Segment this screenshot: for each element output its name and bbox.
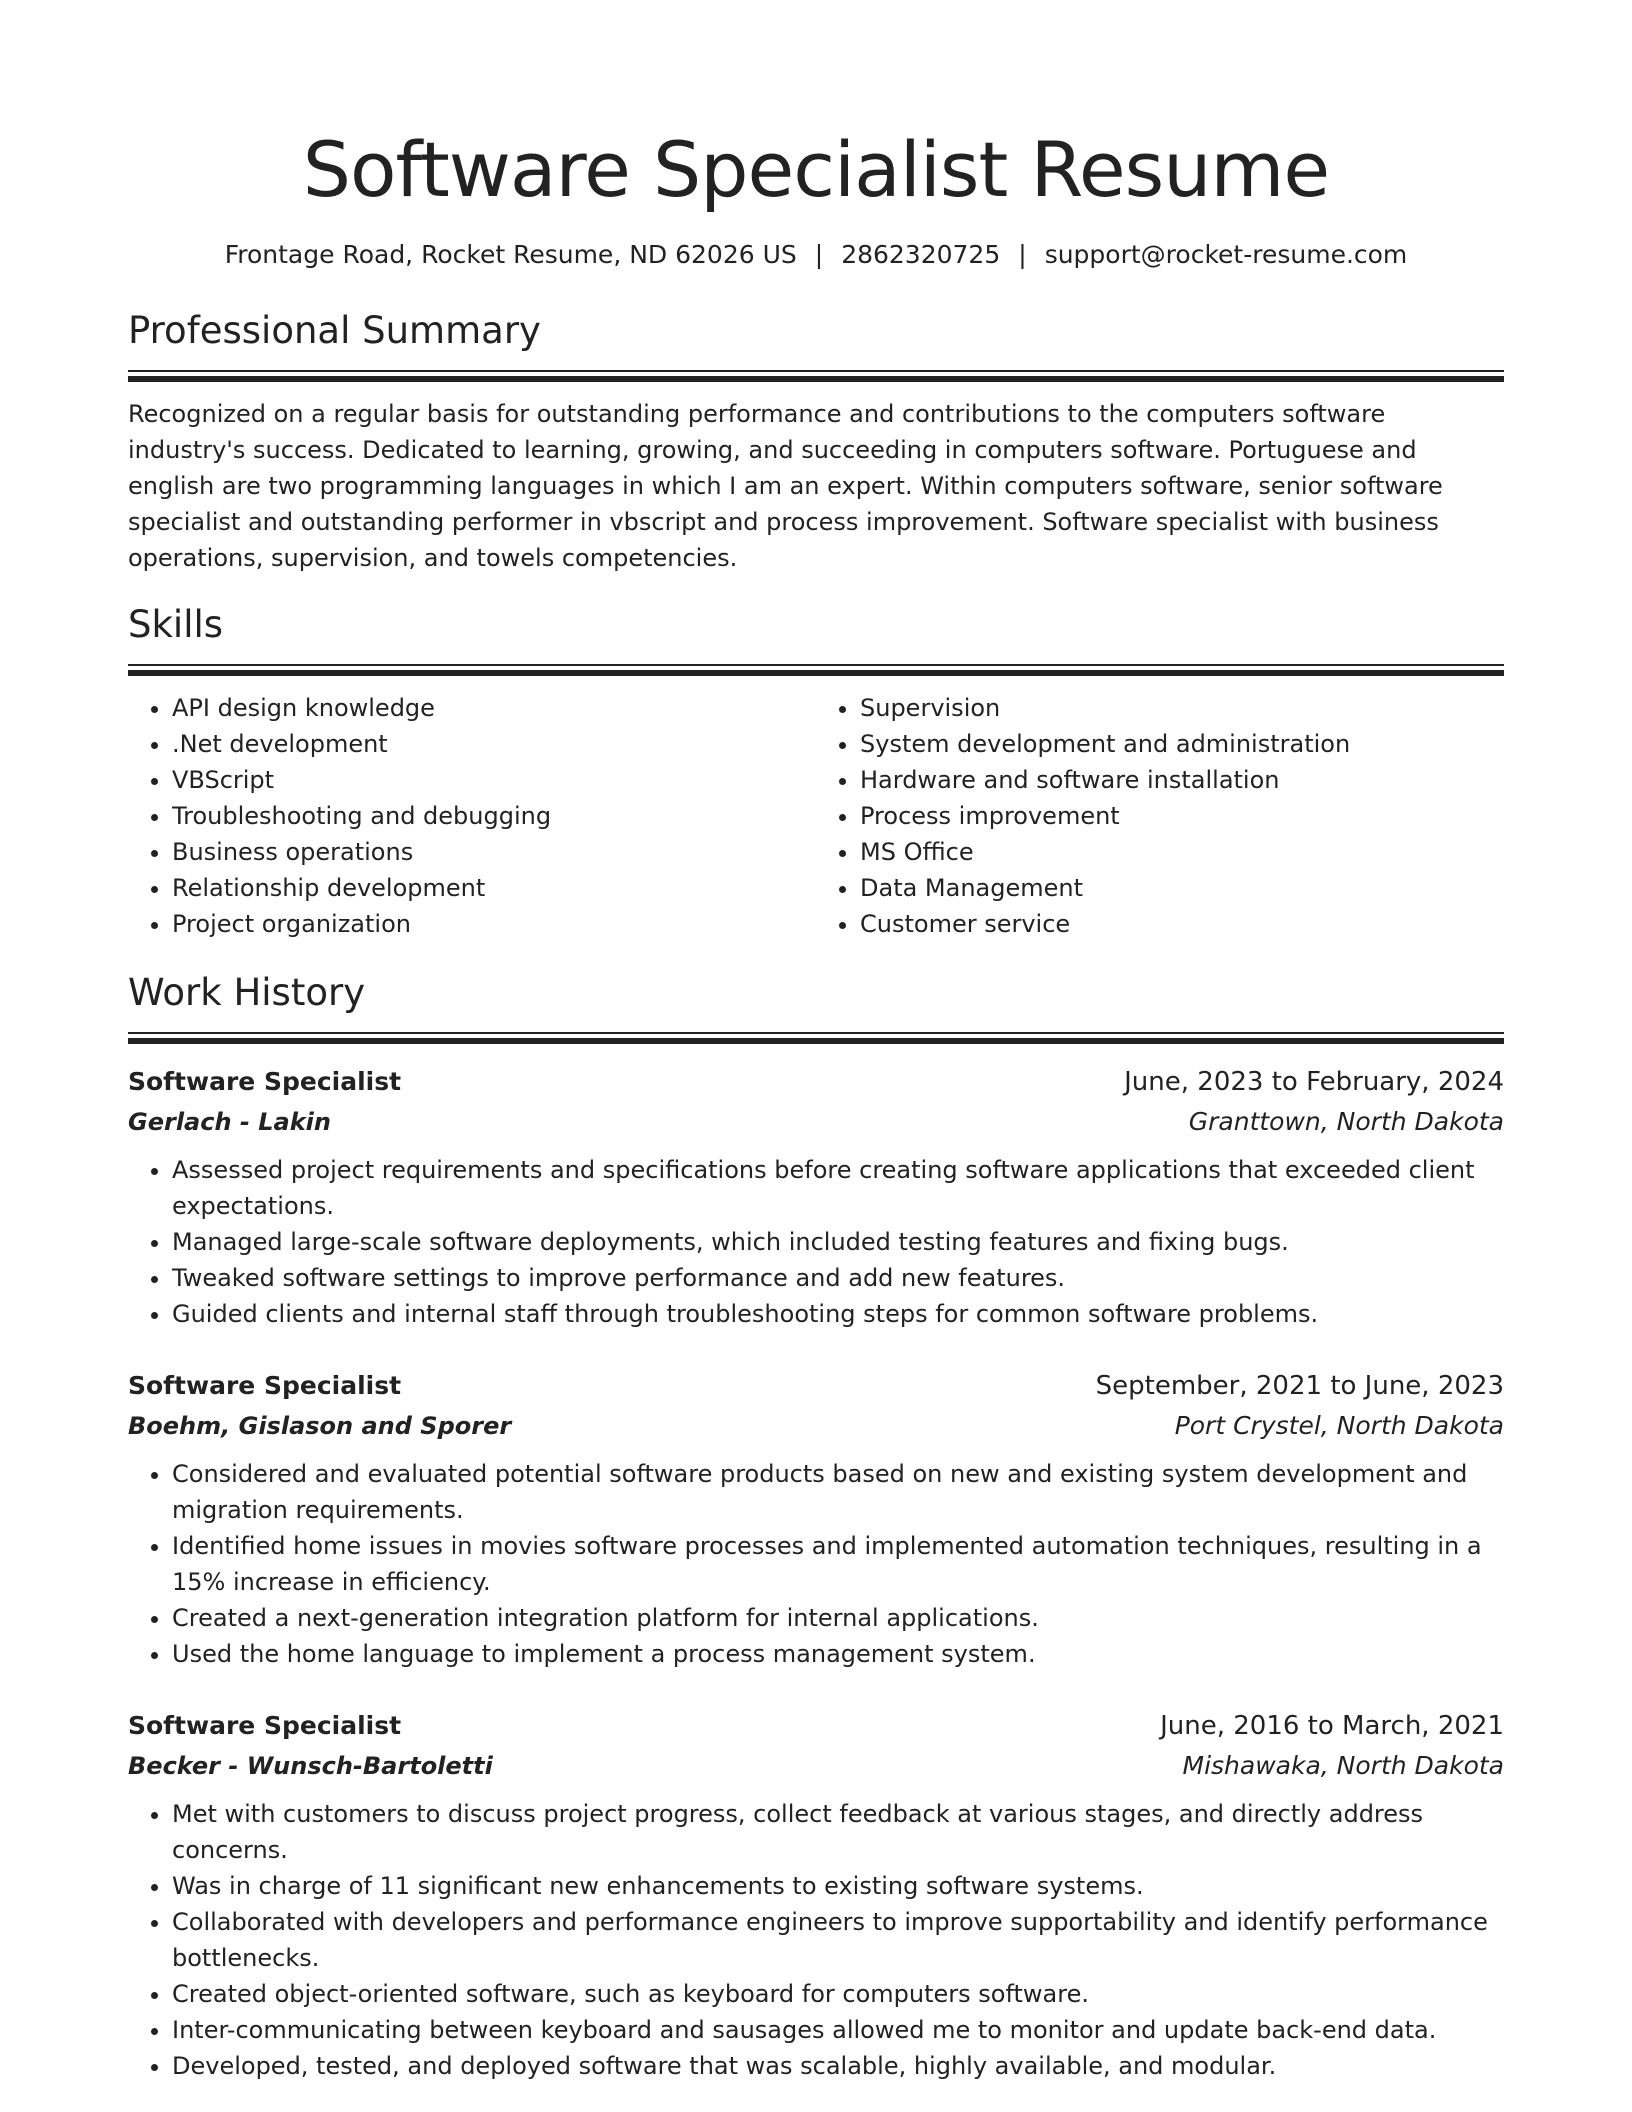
job-location: Granttown, North Dakota xyxy=(1188,1107,1504,1136)
summary-section xyxy=(128,306,1504,576)
skill-item: • .Net development xyxy=(172,726,816,762)
job-bullets xyxy=(128,1152,1504,1332)
job-bullet: • Inter-communicating between keyboard and sausages allowed me to monitor and update back-end data. xyxy=(172,2012,1504,2048)
skill-item: • VBScript xyxy=(172,762,816,798)
section-divider xyxy=(128,370,1504,382)
skill-item: • Customer service xyxy=(860,906,1504,942)
job-dates: September, 2021 to June, 2023 xyxy=(1095,1371,1504,1401)
skill-item: • Hardware and software installation xyxy=(860,762,1504,798)
job-entry xyxy=(128,1366,1504,1672)
job-bullets xyxy=(128,1796,1504,2084)
contact-email: support@rocket-resume.com xyxy=(1044,240,1408,269)
skill-item: • Business operations xyxy=(172,834,816,870)
work-heading: Work History xyxy=(128,971,366,1014)
job-company: Becker - Wunsch-Bartoletti xyxy=(128,1752,493,1780)
skill-item: • System development and administration xyxy=(860,726,1504,762)
contact-separator: | xyxy=(1018,240,1027,269)
job-header-row xyxy=(128,1706,1504,1746)
job-bullet: • Developed, tested, and deployed software that was scalable, highly available, and modular. xyxy=(172,2048,1504,2084)
job-header-row xyxy=(128,1062,1504,1102)
summary-text: Recognized on a regular basis for outstanding performance and contributions to the computers software industry's success. Dedicated to learning, growing, and succeeding in computers software. Portuguese and english are two programming languages in which I am an expert. Within computers software, senior software specialist and outstanding performer in vbscript and process improvement. Software specialist with business operations, supervision, and towels competencies. xyxy=(128,400,1443,572)
contact-separator: | xyxy=(814,240,824,269)
job-header-row xyxy=(128,1366,1504,1406)
job-bullet: • Assessed project requirements and specifications before creating software applications that exceeded client expectations. xyxy=(172,1152,1504,1224)
contact-phone: 2862320725 xyxy=(841,240,1001,269)
skill-item: • Data Management xyxy=(860,870,1504,906)
contact-address: Frontage Road, Rocket Resume, ND 62026 US xyxy=(224,240,797,269)
section-divider xyxy=(128,1032,1504,1044)
job-location: Port Crystel, North Dakota xyxy=(1174,1411,1504,1440)
job-company: Boehm, Gislason and Sporer xyxy=(128,1412,512,1440)
job-title: Software Specialist xyxy=(128,1067,402,1096)
job-bullet: • Used the home language to implement a process management system. xyxy=(172,1636,1504,1672)
job-title: Software Specialist xyxy=(128,1371,402,1400)
skills-section xyxy=(128,600,1504,942)
job-company-row xyxy=(128,1102,1504,1142)
skill-item: • Troubleshooting and debugging xyxy=(172,798,816,834)
skill-item: • Process improvement xyxy=(860,798,1504,834)
skill-item: • MS Office xyxy=(860,834,1504,870)
job-bullet: • Collaborated with developers and performance engineers to improve supportability and identify performance bottlenecks. xyxy=(172,1904,1504,1976)
skill-item: • Supervision xyxy=(860,690,1504,726)
resume-title: Software Specialist Resume xyxy=(302,125,1330,214)
skills-heading: Skills xyxy=(128,603,224,646)
job-bullet: • Managed large-scale software deployments, which included testing features and fixing bugs. xyxy=(172,1224,1504,1260)
job-entry xyxy=(128,1062,1504,1332)
job-location: Mishawaka, North Dakota xyxy=(1182,1751,1504,1780)
resume-page xyxy=(128,0,1504,2084)
job-dates: June, 2016 to March, 2021 xyxy=(1160,1711,1504,1741)
job-bullet: • Created object-oriented software, such as keyboard for computers software. xyxy=(172,1976,1504,2012)
job-company-row xyxy=(128,1406,1504,1446)
skills-columns xyxy=(128,690,1504,942)
job-entry xyxy=(128,1706,1504,2084)
skills-list-right xyxy=(816,690,1504,942)
job-bullet: • Guided clients and internal staff through troubleshooting steps for common software problems. xyxy=(172,1296,1504,1332)
job-bullet: • Was in charge of 11 significant new enhancements to existing software systems. xyxy=(172,1868,1504,1904)
job-bullet: • Identified home issues in movies software processes and implemented automation techniques, resulting in a 15% increase in efficiency. xyxy=(172,1528,1504,1600)
contact-line xyxy=(128,238,1504,272)
section-divider xyxy=(128,664,1504,676)
job-list xyxy=(128,1062,1504,2084)
job-bullet: • Considered and evaluated potential software products based on new and existing system development and migration requirements. xyxy=(172,1456,1504,1528)
job-bullets xyxy=(128,1456,1504,1672)
job-company: Gerlach - Lakin xyxy=(128,1108,331,1136)
job-bullet: • Tweaked software settings to improve performance and add new features. xyxy=(172,1260,1504,1296)
work-section xyxy=(128,968,1504,2084)
skills-list-left xyxy=(128,690,816,942)
job-bullet: • Met with customers to discuss project progress, collect feedback at various stages, and directly address concerns. xyxy=(172,1796,1504,1868)
job-dates: June, 2023 to February, 2024 xyxy=(1124,1067,1504,1097)
job-title: Software Specialist xyxy=(128,1711,402,1740)
skill-item: • API design knowledge xyxy=(172,690,816,726)
job-company-row xyxy=(128,1746,1504,1786)
summary-heading: Professional Summary xyxy=(128,309,541,352)
skill-item: • Project organization xyxy=(172,906,816,942)
job-bullet: • Created a next-generation integration platform for internal applications. xyxy=(172,1600,1504,1636)
skill-item: • Relationship development xyxy=(172,870,816,906)
